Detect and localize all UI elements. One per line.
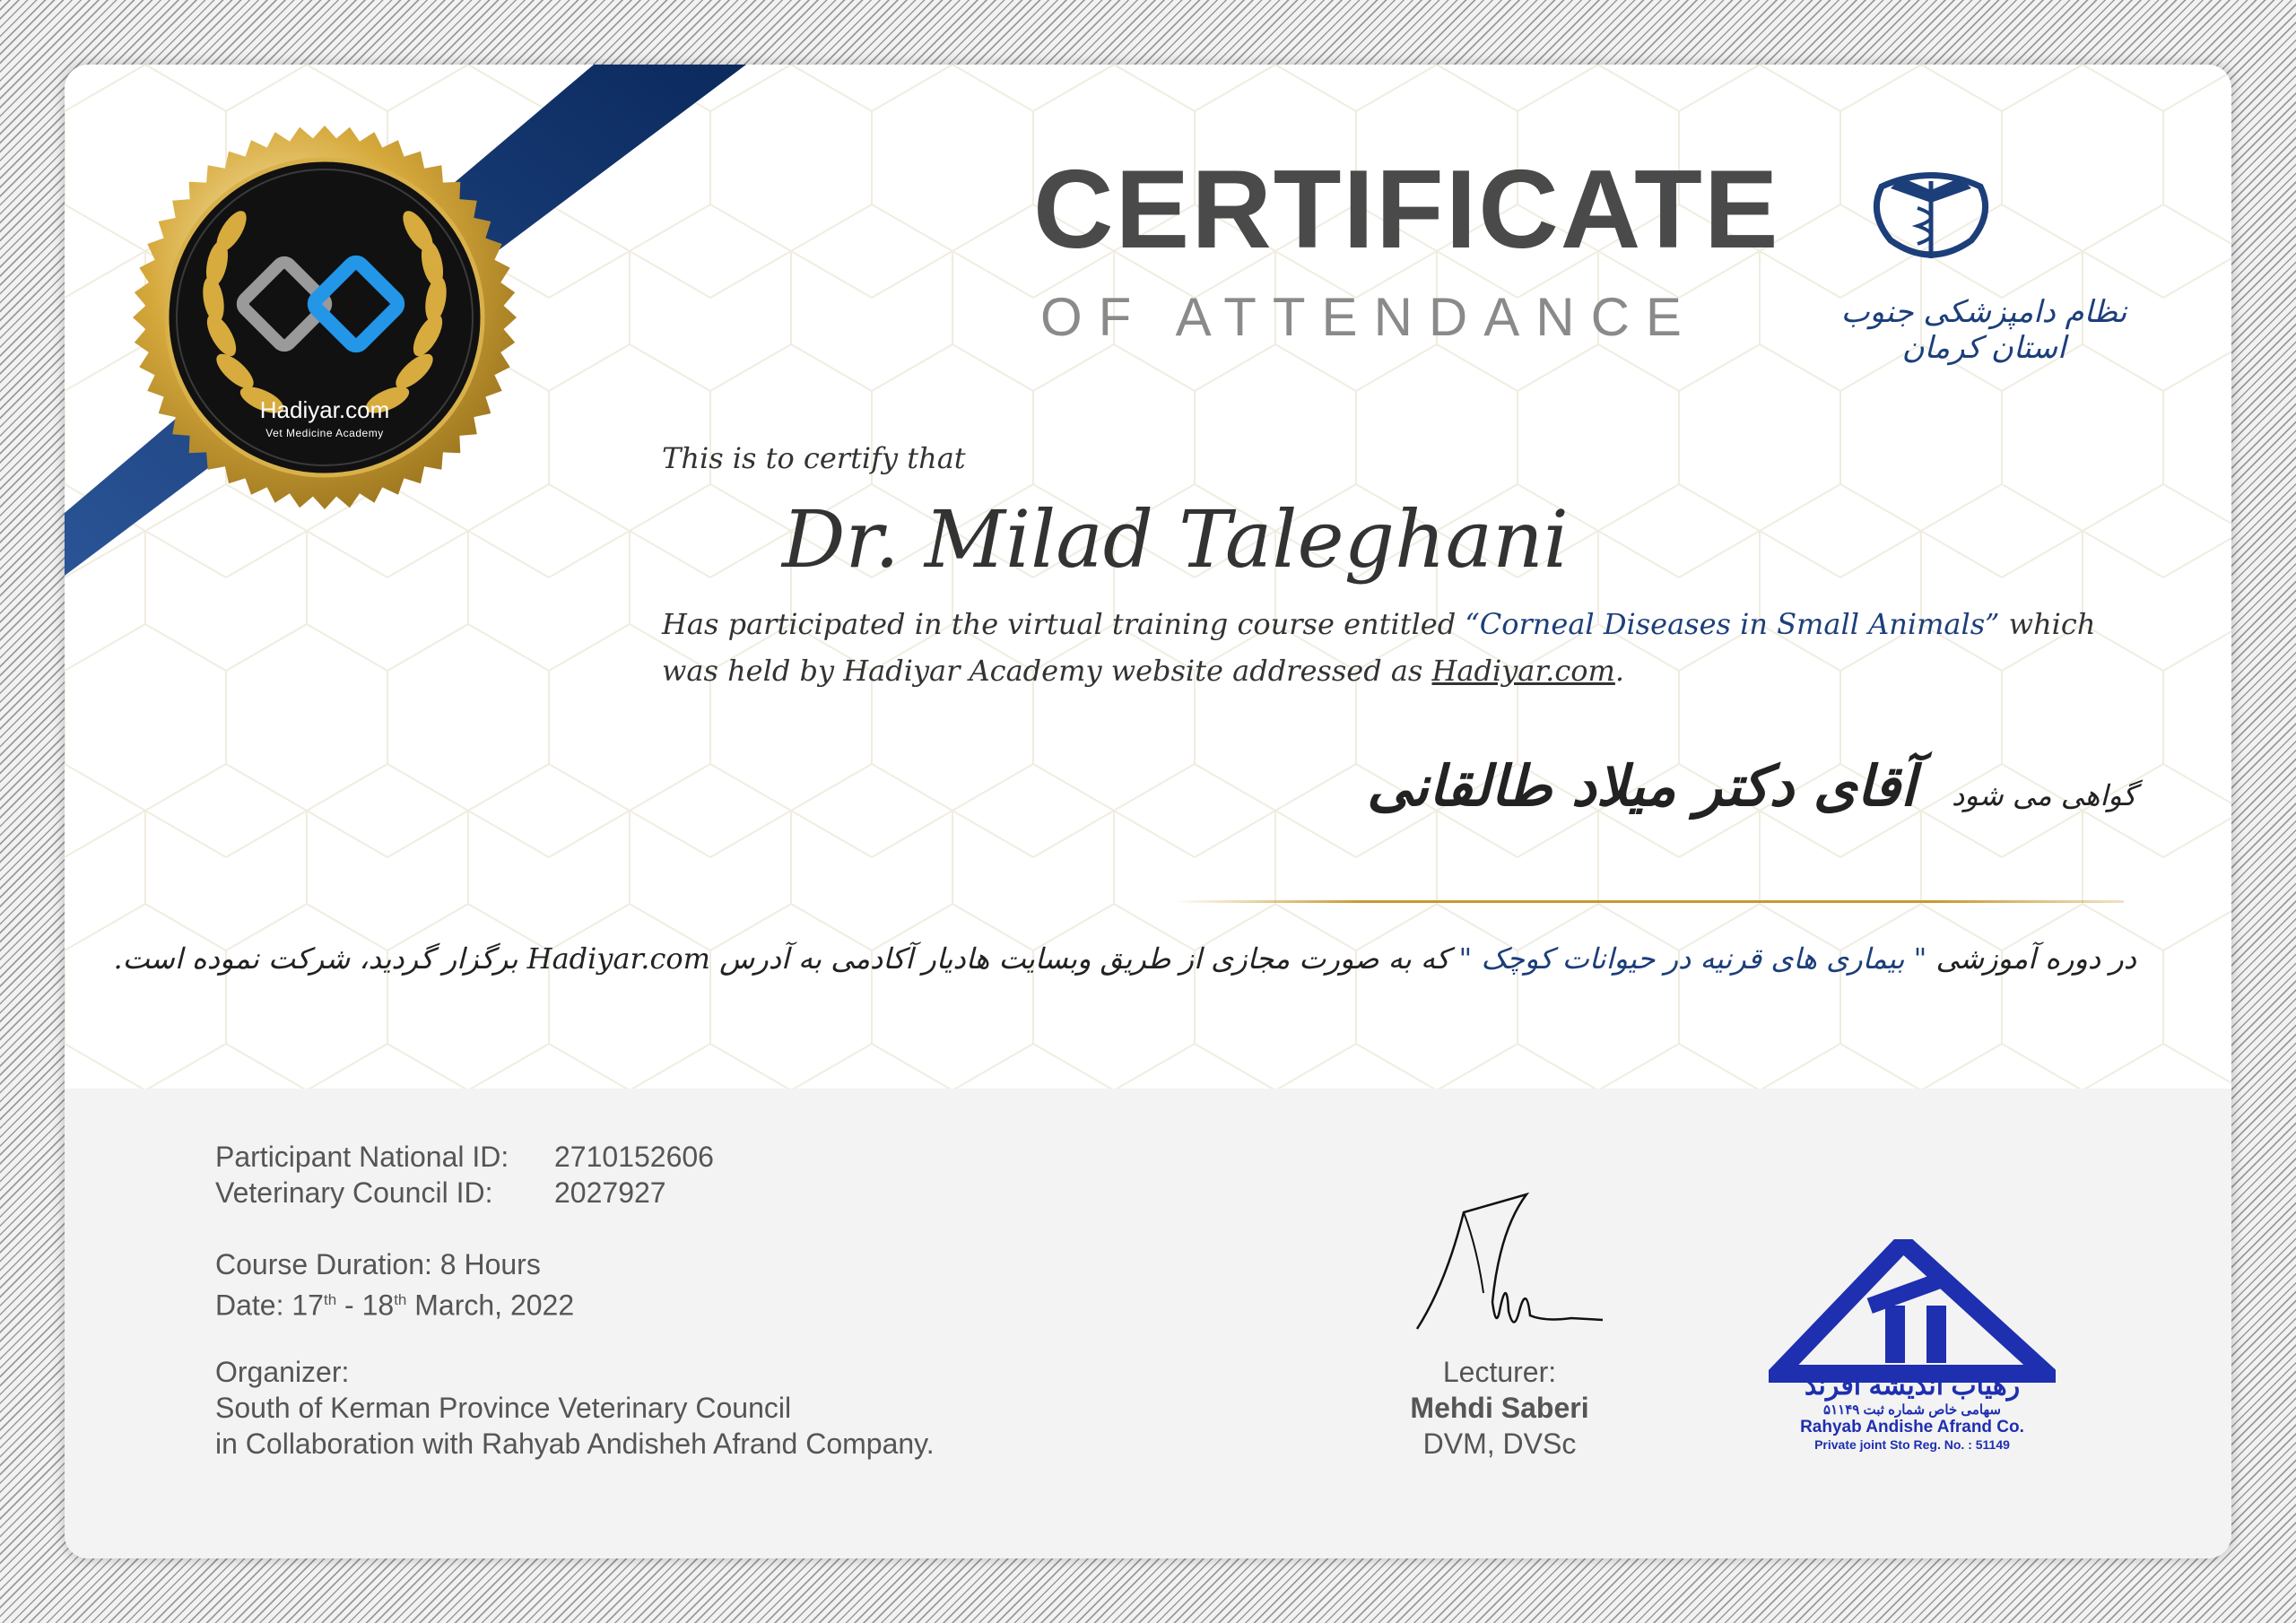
gold-divider <box>1173 900 2124 903</box>
caduceus-icon <box>1864 169 1998 265</box>
website-link: Hadiyar.com <box>1431 654 1615 688</box>
company-name-en: Rahyab Andishe Afrand Co. <box>1800 1418 2024 1436</box>
certificate-card <box>65 65 2231 1558</box>
national-id-value: 2710152606 <box>554 1141 714 1173</box>
council-id-label: Veterinary Council ID: <box>215 1176 493 1209</box>
lecturer-degree: DVM, DVSc <box>1422 1428 1577 1460</box>
council-name: نظام دامپزشکی جنوب استان کرمان <box>1840 294 2127 366</box>
body-middle: which was held by Hadiyar Academy website addressed as <box>662 607 2096 688</box>
organizer-block <box>215 1354 935 1462</box>
persian-recipient-line <box>1141 753 2136 819</box>
lecturer-signature <box>1410 1176 1625 1356</box>
organizer-line-2: in Collaboration with Rahyab Andisheh Afrand Company. <box>215 1428 935 1460</box>
organizer-line-1: South of Kerman Province Veterinary Council <box>215 1392 792 1424</box>
lecturer-name: Mehdi Saberi <box>1410 1392 1589 1424</box>
national-id-label: Participant National ID: <box>215 1141 509 1173</box>
persian-suffix: برگزار گردید، شرکت نموده است. <box>113 942 527 976</box>
lecturer-block <box>1392 1354 1607 1462</box>
persian-body <box>113 942 2136 976</box>
date-end: - 18 <box>336 1289 395 1322</box>
persian-prefix: در دوره آموزشی <box>1926 942 2136 976</box>
course-duration: Course Duration: 8 Hours <box>215 1248 541 1280</box>
certificate-body <box>662 601 2133 694</box>
id-block <box>215 1139 714 1211</box>
persian-lead: گواهی می شود <box>1952 778 2136 812</box>
seal-badge-icon <box>127 120 522 515</box>
company-block <box>1769 1370 2056 1452</box>
academy-seal <box>127 120 522 515</box>
company-name-fa: رهیاب اندیشه افرند <box>1804 1371 2021 1401</box>
company-reg-en: Private joint Sto Reg. No. : 51149 <box>1814 1437 2010 1452</box>
persian-recipient: آقای دکتر میلاد طالقانی <box>1367 753 1917 819</box>
certify-intro: This is to certify that <box>662 441 966 475</box>
body-suffix: . <box>1614 654 1625 688</box>
persian-website: Hadiyar.com <box>526 942 710 976</box>
course-title: “Corneal Diseases in Small Animals” <box>1465 607 2000 641</box>
date-month-year: March, 2022 <box>406 1289 575 1322</box>
recipient-name: Dr. Milad Taleghani <box>782 493 1569 586</box>
certificate-title: CERTIFICATE <box>1033 148 1780 272</box>
date-end-suffix: th <box>394 1291 407 1308</box>
academy-tagline: Vet Medicine Academy <box>265 427 384 439</box>
council-id-row <box>215 1175 714 1211</box>
course-date <box>215 1282 574 1324</box>
course-info-block <box>215 1246 574 1324</box>
certificate-subtitle: OF ATTENDANCE <box>1040 287 1698 347</box>
body-prefix: Has participated in the virtual training course entitled <box>662 607 1465 641</box>
national-id-row <box>215 1139 714 1175</box>
organizer-label: Organizer: <box>215 1356 350 1388</box>
academy-name: Hadiyar.com <box>259 396 390 423</box>
lecturer-label: Lecturer: <box>1442 1356 1557 1388</box>
persian-middle: که به صورت مجازی از طریق وبسایت هادیار آکادمی به آدرس <box>710 942 1459 976</box>
persian-course: " بیماری های قرنیه در حیوانات کوچک " <box>1458 942 1927 976</box>
company-sub-fa: سهامی خاص شماره ثبت ۵۱۱۴۹ <box>1823 1402 2001 1418</box>
date-start: Date: 17 <box>215 1289 324 1322</box>
date-start-suffix: th <box>323 1291 337 1308</box>
council-id-value: 2027927 <box>554 1176 666 1209</box>
